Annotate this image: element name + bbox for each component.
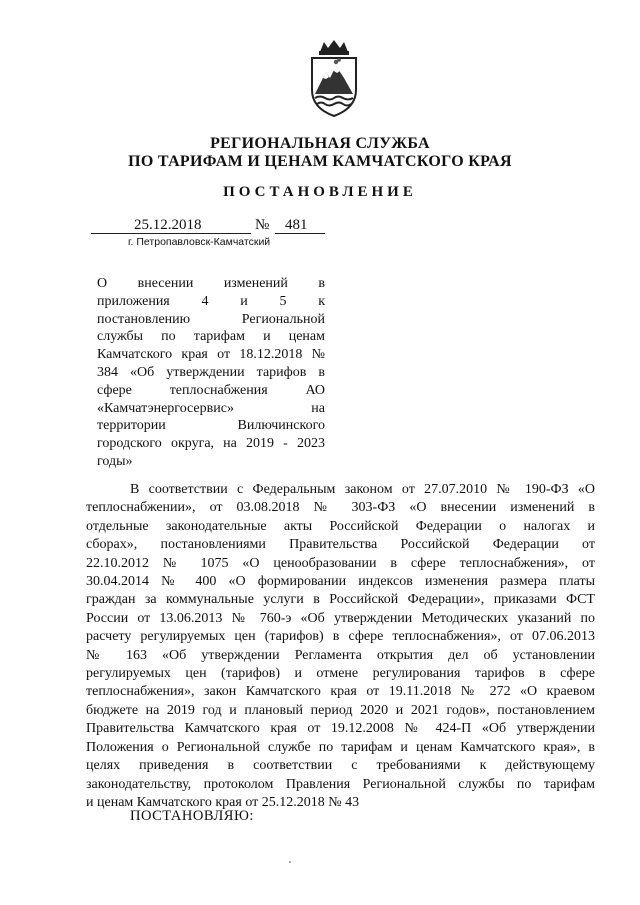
body-line: расчету регулируемых цен (тарифов) в сфере теплоснабжения», от 07.06.2013 <box>86 629 595 645</box>
body-line: 22.10.2012 № 1075 «О ценообразовании в сфере теплоснабжения», от <box>86 555 595 571</box>
organization-name-line1: РЕГИОНАЛЬНАЯ СЛУЖБА <box>210 135 430 152</box>
body-line: бюджете на 2019 год и плановый период 2020 и 2021 годов», постановлением <box>86 702 595 718</box>
body-line: и ценам Камчатского края от 25.12.2018 № 43 <box>86 794 360 810</box>
date-underline <box>91 233 251 234</box>
subject-line: «Камчатэнергосервис» на <box>97 400 325 416</box>
body-line: 30.04.2014 № 400 «О формировании индексов изменения размера платы <box>86 574 595 590</box>
issue-city: г. Петропавловск-Камчатский <box>128 236 271 248</box>
body-line: Положения о Региональной службе по тарифам и ценам Камчатского края», в <box>86 739 595 755</box>
body-line: целях приведения в соответствии с требованиями к действующему <box>86 758 595 774</box>
document-date: 25.12.2018 <box>134 217 202 233</box>
subject-line: городского округа, на 2019 - 2023 <box>97 436 325 452</box>
organization-name-line2: ПО ТАРИФАМ И ЦЕНАМ КАМЧАТСКОГО КРАЯ <box>128 153 512 170</box>
number-underline <box>275 233 325 234</box>
body-line: граждан за коммунальные услуги в Российской Федерации», приказами ФСТ <box>86 592 595 608</box>
body-line: регулируемых цен (тарифов) и отмене регулирования тарифов в сфере <box>86 666 595 682</box>
body-line: отдельные законодательные акты Российской Федерации о налогах и <box>86 518 595 534</box>
kamchatka-coat-of-arms-icon <box>306 38 362 118</box>
subject-line: территории Вилючинского <box>97 418 325 434</box>
subject-line: Камчатского края от 18.12.2018 № <box>97 347 325 363</box>
body-line: законодательству, протоколом Правления Региональной службы по тарифам <box>86 776 595 792</box>
body-line: теплоснабжении», от 03.08.2018 № 303-ФЗ «О внесении изменений в <box>86 500 595 516</box>
subject-line: службы по тарифам и ценам <box>97 329 325 345</box>
document-number: 481 <box>285 217 308 233</box>
document-type-title: ПОСТАНОВЛЕНИЕ <box>223 184 417 200</box>
body-line: сборах», постановлениями Правительства Российской Федерации от <box>86 537 595 553</box>
subject-line: постановлению Региональной <box>97 311 325 327</box>
preamble-paragraph <box>86 481 595 812</box>
subject-line: приложения 4 и 5 к <box>97 293 325 309</box>
body-line: В соответствии с Федеральным законом от 27.07.2010 № 190-ФЗ «О <box>130 482 595 497</box>
subject-line: годы» <box>97 453 133 469</box>
body-line: России от 13.06.2013 № 760-э «Об утверждении Методических указаний по <box>86 610 595 626</box>
body-line: № 163 «Об утверждении Регламента открытия дел об установлении <box>86 647 595 663</box>
body-line: теплоснабжения», закон Камчатского края от 19.11.2018 № 272 «О краевом <box>86 684 595 700</box>
scan-speck <box>289 861 291 863</box>
document-subject <box>97 275 325 471</box>
subject-line: сфере теплоснабжения АО <box>97 382 325 398</box>
subject-line: О внесении изменений в <box>97 276 325 291</box>
subject-line: 384 «Об утверждении тарифов в <box>97 364 325 380</box>
decree-heading: ПОСТАНОВЛЯЮ: <box>130 808 254 824</box>
number-label: № <box>255 217 270 233</box>
body-line: Правительства Камчатского края от 19.12.2008 № 424-П «Об утверждении <box>86 721 595 737</box>
